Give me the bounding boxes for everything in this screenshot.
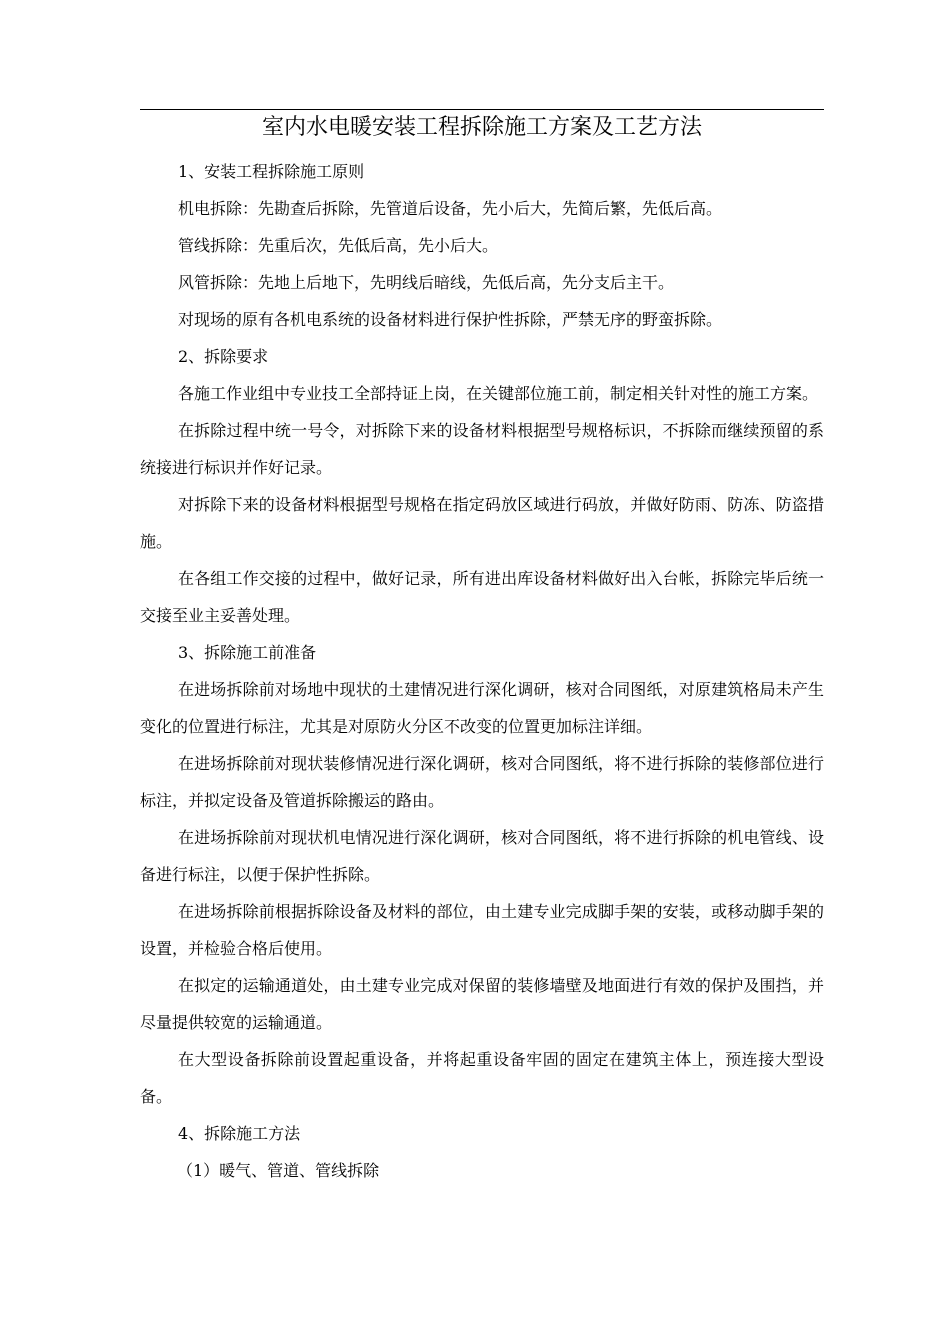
paragraph: 对拆除下来的设备材料根据型号规格在指定码放区域进行码放，并做好防雨、防冻、防盗措施。 — [140, 495, 824, 551]
paragraph: 风管拆除：先地上后地下，先明线后暗线，先低后高，先分支后主干。 — [178, 273, 675, 292]
paragraph: 在进场拆除前对现状机电情况进行深化调研，核对合同图纸，将不进行拆除的机电管线、设备进行标注，以便于保护性拆除。 — [140, 828, 824, 884]
paragraph: 各施工作业组中专业技工全部持证上岗，在关键部位施工前，制定相关针对性的施工方案。 — [178, 384, 819, 403]
paragraph: 在进场拆除前对现状装修情况进行深化调研，核对合同图纸，将不进行拆除的装修部位进行标注，并拟定设备及管道拆除搬运的路由。 — [140, 754, 824, 810]
paragraph: 机电拆除：先勘查后拆除，先管道后设备，先小后大，先简后繁，先低后高。 — [178, 199, 723, 218]
paragraph: 在大型设备拆除前设置起重设备，并将起重设备牢固的固定在建筑主体上，预连接大型设备。 — [140, 1050, 824, 1106]
paragraph: 在拆除过程中统一号令，对拆除下来的设备材料根据型号规格标识，不拆除而继续预留的系统接进行标识并作好记录。 — [140, 421, 824, 477]
document-body — [140, 153, 824, 1189]
section-heading-3: 3、拆除施工前准备 — [178, 643, 317, 662]
paragraph: 在进场拆除前对场地中现状的土建情况进行深化调研，核对合同图纸，对原建筑格局未产生变化的位置进行标注，尤其是对原防火分区不改变的位置更加标注详细。 — [140, 680, 824, 736]
paragraph: 管线拆除：先重后次，先低后高，先小后大。 — [178, 236, 499, 255]
document-title: 室内水电暖安装工程拆除施工方案及工艺方法 — [261, 115, 702, 140]
paragraph: 在进场拆除前根据拆除设备及材料的部位，由土建专业完成脚手架的安装，或移动脚手架的设置，并检验合格后使用。 — [140, 902, 824, 958]
section-heading-2: 2、拆除要求 — [178, 347, 269, 366]
section-heading-4: 4、拆除施工方法 — [178, 1124, 301, 1143]
header-rule — [140, 109, 824, 110]
paragraph: 在拟定的运输通道处，由土建专业完成对保留的装修墙壁及地面进行有效的保护及围挡，并尽量提供较宽的运输通道。 — [140, 976, 824, 1032]
paragraph: 对现场的原有各机电系统的设备材料进行保护性拆除，严禁无序的野蛮拆除。 — [178, 310, 723, 329]
section-heading-1: 1、安装工程拆除施工原则 — [178, 162, 365, 181]
subsection-heading: （1）暖气、管道、管线拆除 — [177, 1161, 380, 1180]
paragraph: 在各组工作交接的过程中，做好记录，所有进出库设备材料做好出入台帐，拆除完毕后统一交接至业主妥善处理。 — [140, 569, 824, 625]
